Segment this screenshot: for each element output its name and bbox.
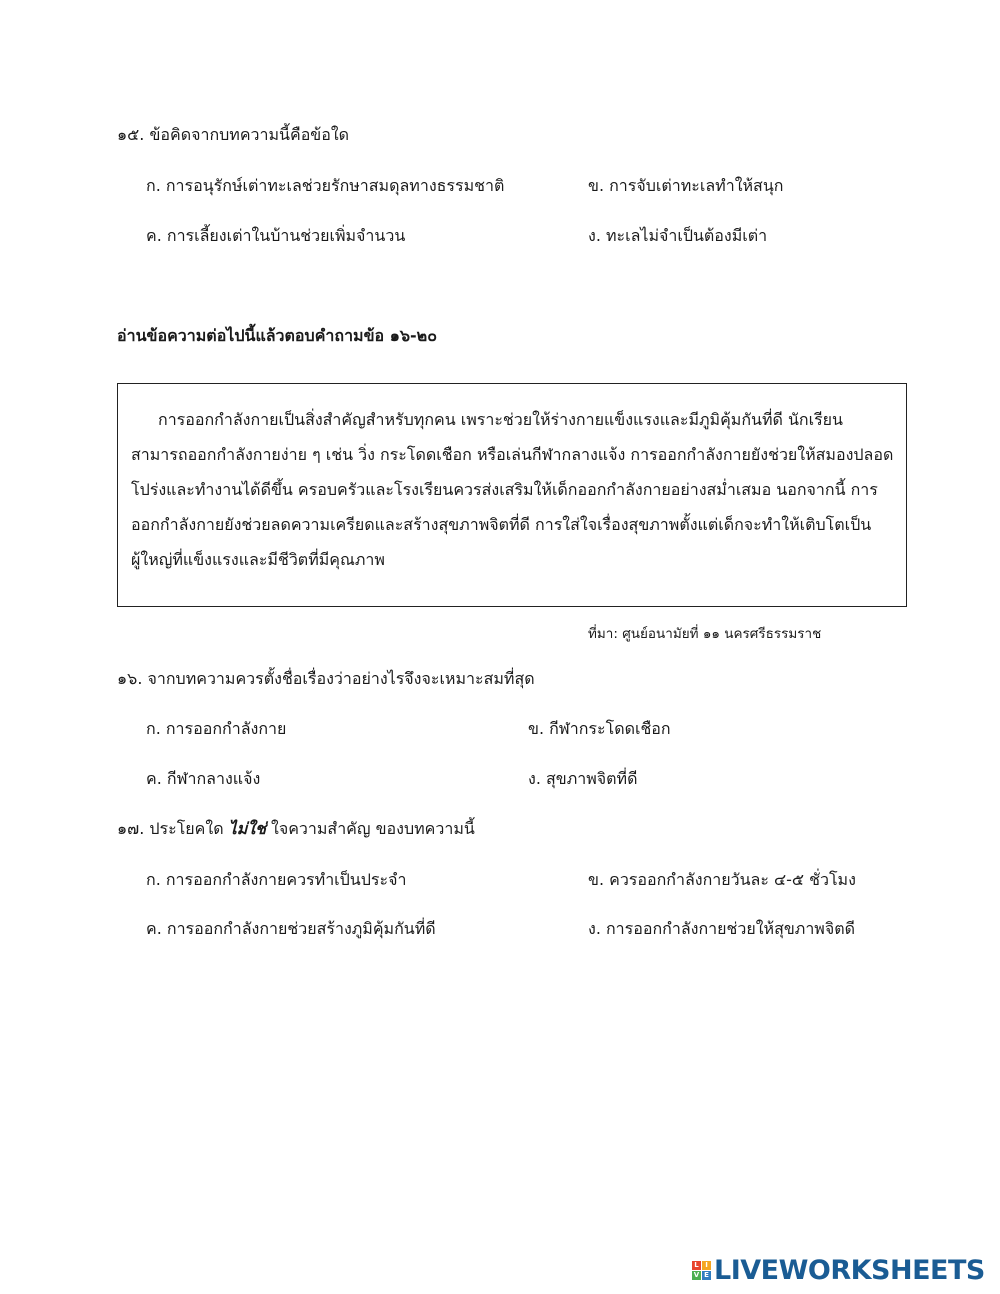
q15-option-d[interactable]: ง. ทะเลไม่จำเป็นต้องมีเต่า [588, 226, 768, 245]
passage-line: สามารถออกกำลังกายง่าย ๆ เช่น วิ่ง กระโดดเชือก หรือเล่นกีฬากลางแจ้ง การออกกำลังกายยังช่วยให้สมองปลอด [131, 445, 894, 464]
passage-line: การออกกำลังกายเป็นสิ่งสำคัญสำหรับทุกคน เพราะช่วยให้ร่างกายแข็งแรงและมีภูมิคุ้มกันที่ดี นักเรียน [158, 410, 843, 429]
q15-option-c[interactable]: ค. การเลี้ยงเต่าในบ้านช่วยเพิ่มจำนวน [146, 226, 406, 245]
logo-text: LIVEWORKSHEETS [714, 1254, 985, 1286]
question-15: ๑๕. ข้อคิดจากบทความนี้คือข้อใด [117, 125, 350, 144]
question-17-prefix: ๑๗. ประโยคใด [117, 819, 229, 838]
passage-line: ผู้ใหญ่ที่แข็งแรงและมีชีวิตที่มีคุณภาพ [131, 550, 385, 569]
section-heading: อ่านข้อความต่อไปนี้แล้วตอบคำถามข้อ ๑๖-๒๐ [117, 326, 437, 345]
liveworksheets-logo [692, 1252, 985, 1288]
q16-option-b[interactable]: ข. กีฬากระโดดเชือก [528, 719, 671, 738]
q15-option-b[interactable]: ข. การจับเต่าทะเลทำให้สนุก [588, 176, 784, 195]
q17-option-b[interactable]: ข. ควรออกกำลังกายวันละ ๔-๕ ชั่วโมง [588, 870, 856, 889]
question-17-suffix: ใจความสำคัญ ของบทความนี้ [265, 819, 475, 838]
passage-line: ออกกำลังกายยังช่วยลดความเครียดและสร้างสุขภาพจิตที่ดี การใส่ใจเรื่องสุขภาพตั้งแต่เด็กจะทำให้เติบโตเป็น [131, 515, 872, 534]
q17-option-c[interactable]: ค. การออกกำลังกายช่วยสร้างภูมิคุ้มกันที่ดี [146, 919, 436, 938]
logo-letter: E [702, 1271, 711, 1280]
question-17 [117, 817, 475, 842]
q17-option-d[interactable]: ง. การออกกำลังกายช่วยให้สุขภาพจิตดี [588, 919, 856, 938]
q16-option-a[interactable]: ก. การออกกำลังกาย [146, 719, 287, 738]
passage-line: โปร่งและทำงานได้ดีขึ้น ครอบครัวและโรงเรียนควรส่งเสริมให้เด็กออกกำลังกายอย่างสม่ำเสมอ นอกจากนี้ การ [131, 480, 878, 499]
question-17-emphasis: ไม่ใช่ [228, 819, 266, 838]
passage-box [117, 383, 907, 607]
q16-option-d[interactable]: ง. สุขภาพจิตที่ดี [528, 769, 638, 788]
q16-option-c[interactable]: ค. กีฬากลางแจ้ง [146, 769, 261, 788]
q17-option-a[interactable]: ก. การออกกำลังกายควรทำเป็นประจำ [146, 870, 407, 889]
logo-mark-icon [692, 1261, 711, 1280]
logo-letter: V [693, 1270, 700, 1279]
logo-letter: I [702, 1261, 711, 1270]
passage-source: ที่มา: ศูนย์อนามัยที่ ๑๑ นครศรีธรรมราช [588, 626, 822, 642]
logo-letter: L [692, 1261, 701, 1270]
question-16: ๑๖. จากบทความควรตั้งชื่อเรื่องว่าอย่างไรจึงจะเหมาะสมที่สุด [117, 669, 535, 688]
q15-option-a[interactable]: ก. การอนุรักษ์เต่าทะเลช่วยรักษาสมดุลทางธรรมชาติ [146, 176, 505, 195]
